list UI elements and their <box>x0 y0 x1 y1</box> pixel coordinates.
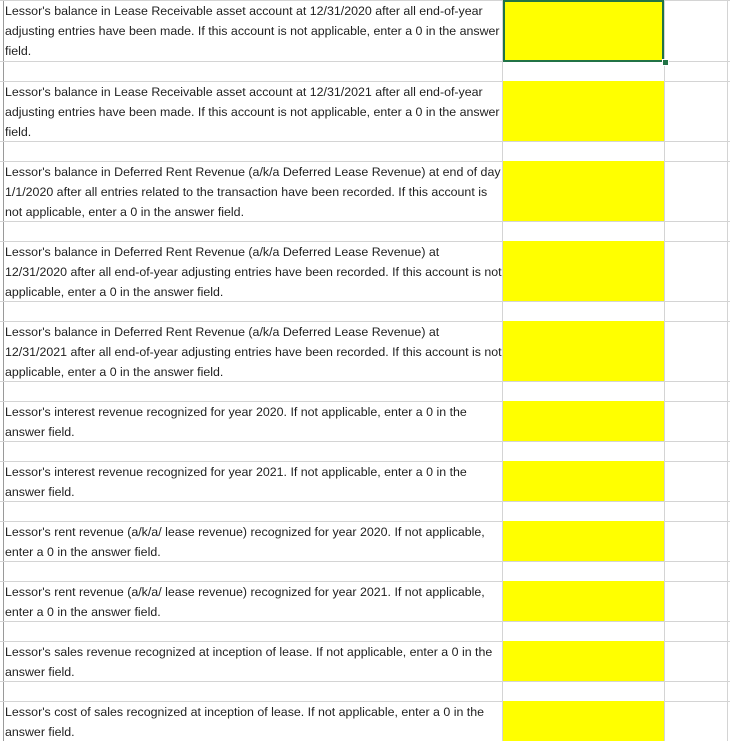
answer-input[interactable] <box>503 161 664 221</box>
answer-input[interactable] <box>503 0 664 62</box>
question-cell[interactable]: Lessor's interest revenue recognized for year 2021. If not applicable, enter a 0 in the answer field. <box>5 465 467 499</box>
answer-input[interactable] <box>503 641 664 681</box>
answer-input[interactable] <box>503 701 664 741</box>
answer-input[interactable] <box>503 321 664 381</box>
question-cell[interactable]: Lessor's rent revenue (a/k/a/ lease revenue) recognized for year 2020. If not applicable, enter a 0 in the answer field. <box>5 525 485 559</box>
column-divider <box>3 0 4 741</box>
answer-input[interactable] <box>503 241 664 301</box>
question-cell[interactable]: Lessor's sales revenue recognized at inception of lease. If not applicable, enter a 0 in the answer field. <box>5 645 493 679</box>
answer-input[interactable] <box>503 461 664 501</box>
column-divider <box>664 0 665 741</box>
question-cell[interactable]: Lessor's balance in Deferred Rent Revenue (a/k/a Deferred Lease Revenue) at 12/31/2021 after all end-of-year adjusting entries have been recorded. If this account is not applicable, enter a 0 in the answer field. <box>5 325 502 379</box>
question-cell[interactable]: Lessor's rent revenue (a/k/a/ lease revenue) recognized for year 2021. If not applicable, enter a 0 in the answer field. <box>5 585 485 619</box>
answer-input[interactable] <box>503 81 664 141</box>
question-cell[interactable]: Lessor's balance in Deferred Rent Revenue (a/k/a Deferred Lease Revenue) at 12/31/2020 after all end-of-year adjusting entries have been recorded. If this account is not applicable, enter a 0 in the answer field. <box>5 245 502 299</box>
question-cell[interactable]: Lessor's cost of sales recognized at inception of lease. If not applicable, enter a 0 in the answer field. <box>5 705 485 739</box>
question-cell[interactable]: Lessor's balance in Lease Receivable asset account at 12/31/2020 after all end-of-year adjusting entries have been made. If this account is not applicable, enter a 0 in the answer field. <box>5 4 500 58</box>
question-cell[interactable]: Lessor's balance in Deferred Rent Revenue (a/k/a Deferred Lease Revenue) at end of day 1/1/2020 after all entries related to the transaction have been recorded. If this account is not applicable, enter a 0 in the answer field. <box>5 165 501 219</box>
answer-input[interactable] <box>503 401 664 441</box>
answer-input[interactable] <box>503 581 664 621</box>
answer-input[interactable] <box>503 521 664 561</box>
column-divider <box>727 0 728 741</box>
question-cell[interactable]: Lessor's interest revenue recognized for year 2020. If not applicable, enter a 0 in the answer field. <box>5 405 467 439</box>
question-cell[interactable]: Lessor's balance in Lease Receivable asset account at 12/31/2021 after all end-of-year adjusting entries have been made. If this account is not applicable, enter a 0 in the answer field. <box>5 85 500 139</box>
fill-handle[interactable] <box>662 59 669 66</box>
